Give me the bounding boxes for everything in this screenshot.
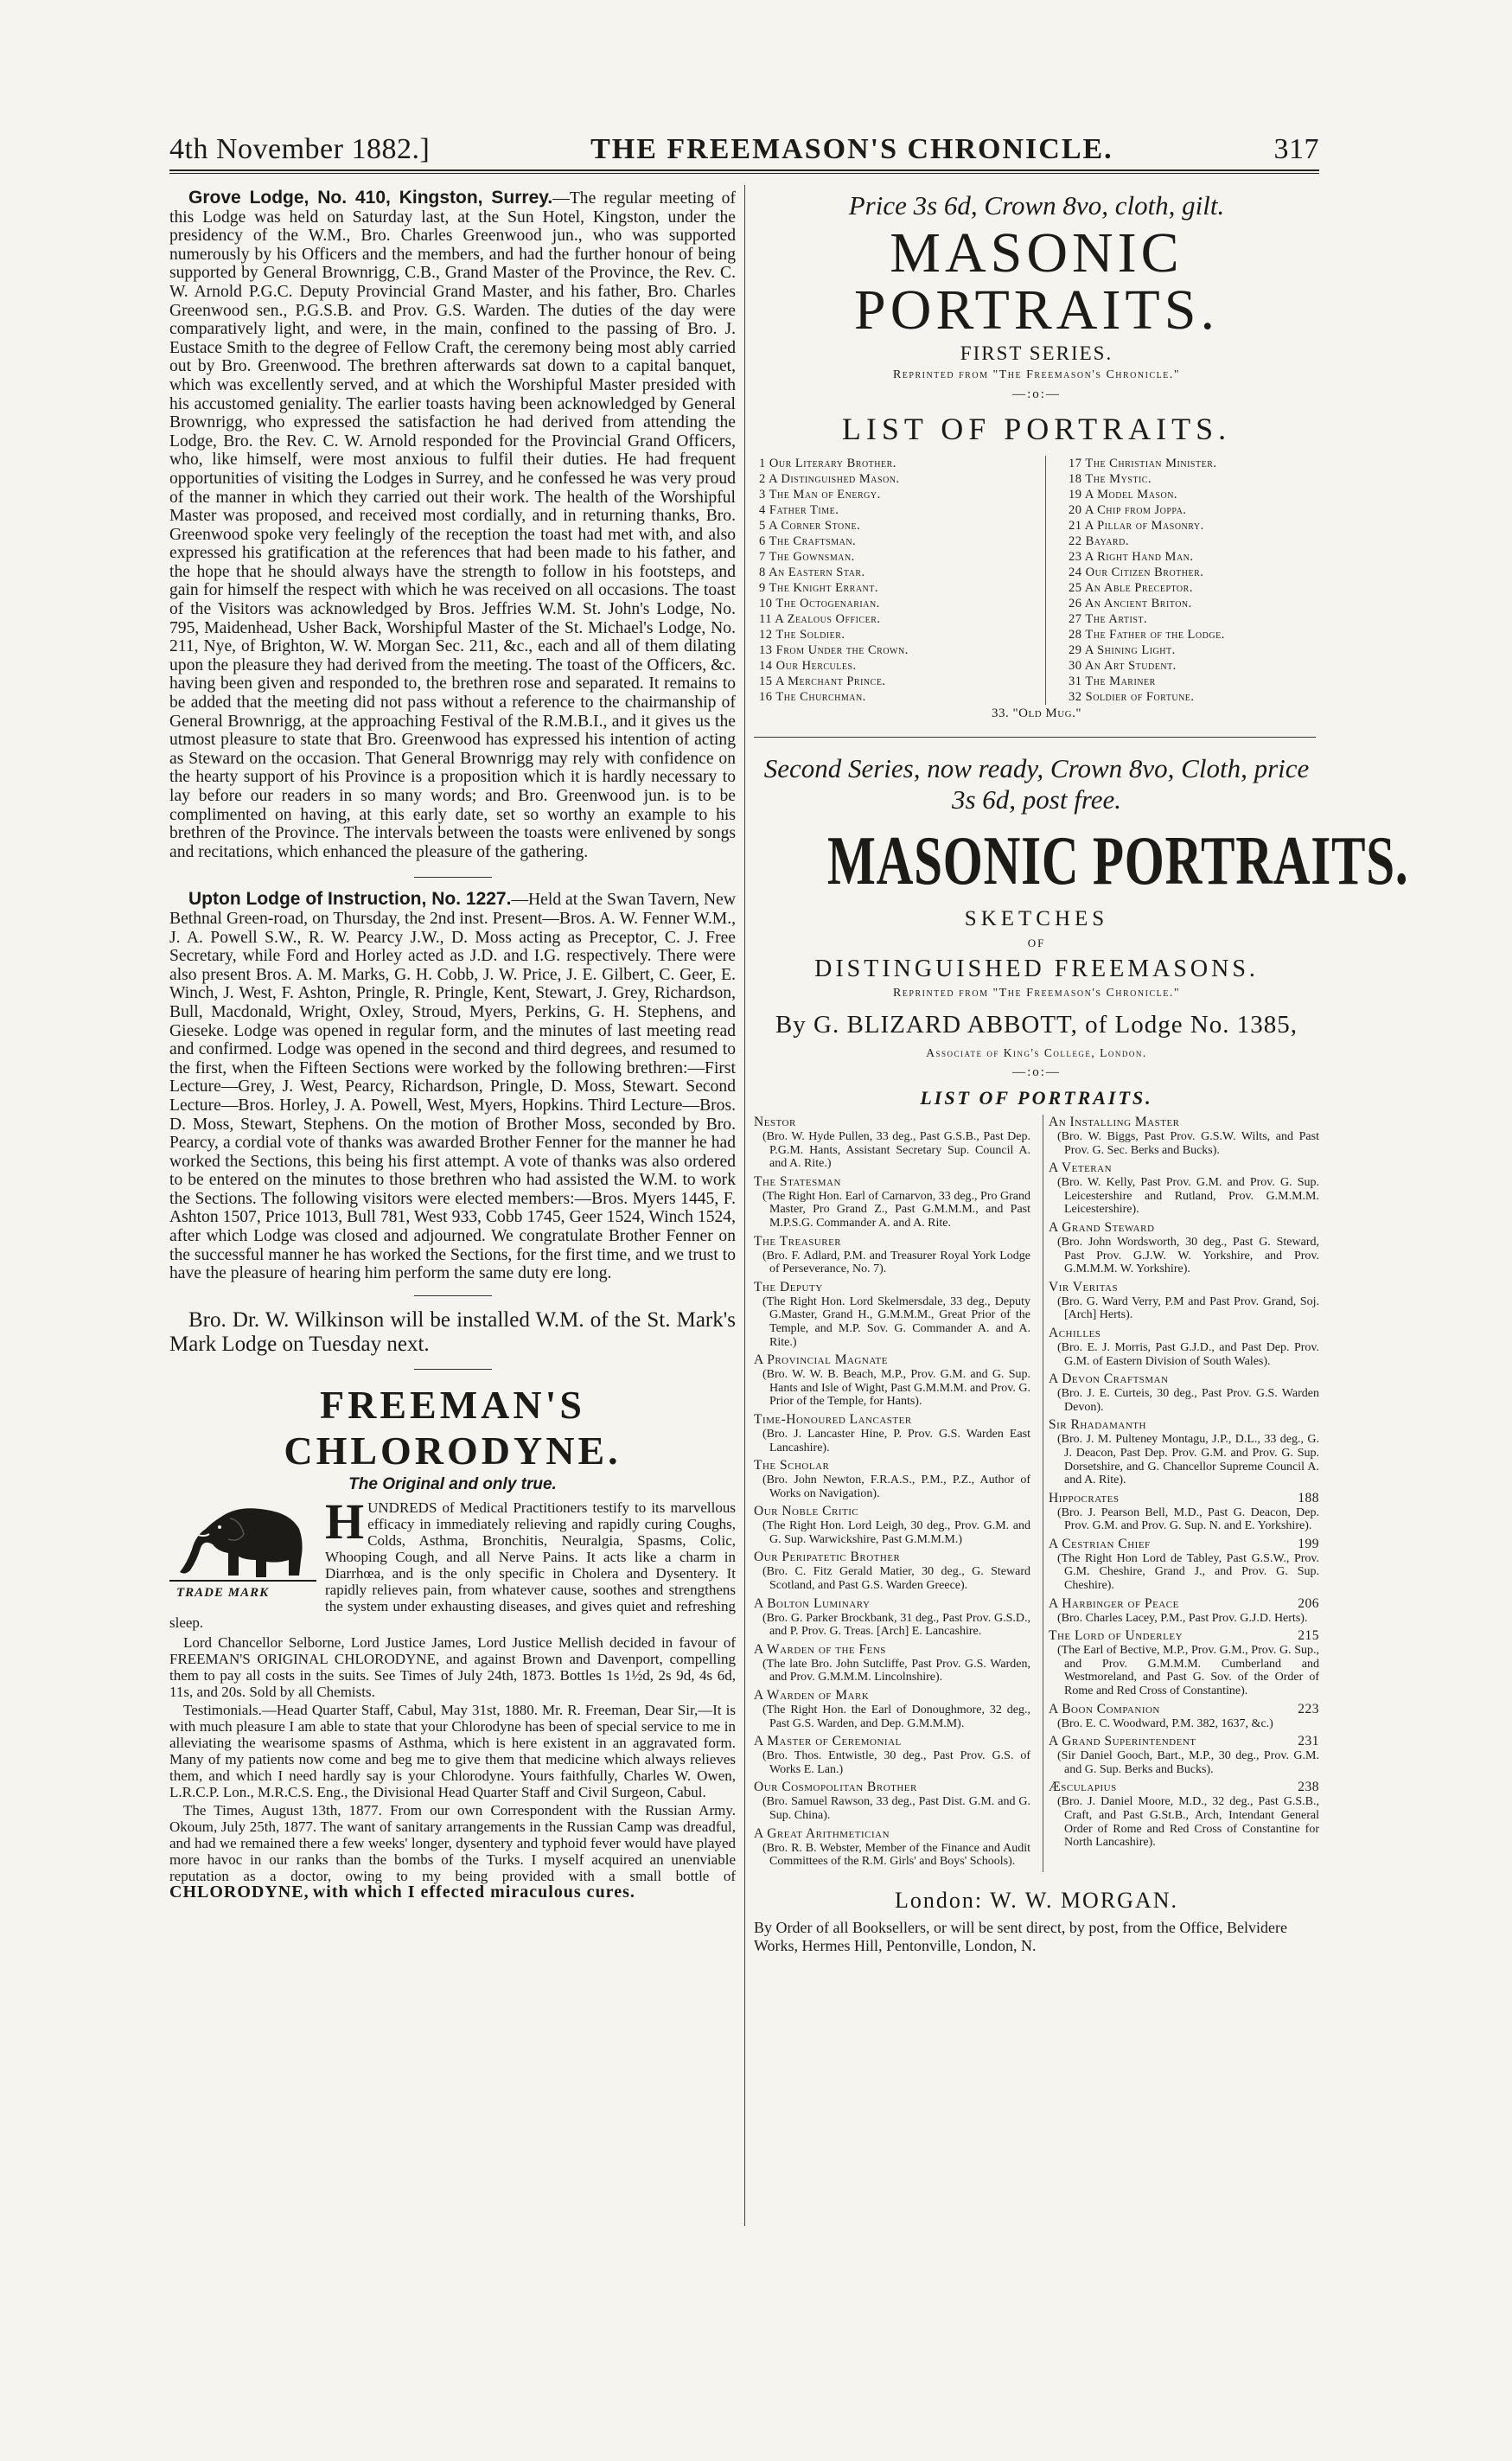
portrait-entry-title: A Grand Steward <box>1049 1219 1155 1235</box>
portrait-list-item: 11 A Zealous Officer. <box>759 612 881 626</box>
right-column <box>754 189 1409 1955</box>
portrait-entry-title: Time-Honoured Lancaster <box>754 1411 912 1427</box>
publisher-line: London: W. W. MORGAN. <box>894 1887 1179 1913</box>
portrait-entry-description: (Bro. W. Kelly, Past Prov. G.M. and Prov. G. Sup. Leicestershire and Rutland, Prov. G.M.M.M. Leicestershire). <box>1057 1176 1319 1217</box>
portrait-entry-heading <box>754 1642 1030 1658</box>
second-series-list-right <box>1043 1115 1319 1872</box>
first-series-advert <box>754 190 1319 721</box>
portrait-entry-title: The Scholar <box>754 1458 830 1473</box>
portrait-entry-title: A Harbinger of Peace <box>1049 1595 1179 1611</box>
article-separator <box>414 1369 492 1370</box>
portrait-entry-title: A Master of Ceremonial <box>754 1734 902 1749</box>
portrait-entry-page: 199 <box>1298 1536 1319 1551</box>
portrait-entry-heading <box>754 1734 1030 1749</box>
issue-date: 4th November 1882.] <box>169 133 431 165</box>
chlorodyne-legal: Lord Chancellor Selborne, Lord Justice James, Lord Justice Mellish decided in favour of FREEMAN'S ORIGINAL CHLORODYNE, and against Brown and Davenport, compelling them to pay all costs in the suits. See Times of July 24th, 1873. Bottles 1s 1½d, 2s 9d, 4s 6d, 11s, and 20s. Sold by all Chemists. <box>169 1633 736 1700</box>
article-separator <box>414 1295 492 1296</box>
first-series-title: MASONIC PORTRAITS. <box>854 221 1219 342</box>
portrait-entry-description: (Bro. W. Hyde Pullen, 33 deg., Past G.S.B., Past Dep. P.G.M. Hants, Assistant Secretary Sup. Council A. and A. Rite.) <box>762 1130 1030 1171</box>
portrait-list-item: 13 From Under the Crown. <box>759 643 909 657</box>
upton-lodge-article <box>169 890 736 1282</box>
chlorodyne-brand: CHLORODYNE, <box>169 1882 309 1902</box>
portrait-entry-title: The Deputy <box>754 1279 823 1294</box>
portrait-entry <box>1049 1220 1319 1276</box>
elephant-trade-mark <box>169 1499 316 1601</box>
portrait-entry-heading <box>1049 1734 1319 1749</box>
chlorodyne-closing: with which I effected miraculous cures. <box>312 1882 635 1902</box>
portrait-entry-description: (Bro. Thos. Entwistle, 30 deg., Past Prov. G.S. of Works E. Lan.) <box>762 1749 1030 1776</box>
portrait-list-item: 1 Our Literary Brother. <box>759 457 896 470</box>
portrait-entry <box>754 1280 1030 1349</box>
portrait-entry-description: (Bro. C. Fitz Gerald Matier, 30 deg., G. Steward Scotland, and Past G.S. Warden Greece). <box>762 1565 1030 1593</box>
portrait-entry <box>754 1688 1030 1730</box>
first-series-separator: —:o:— <box>1012 387 1061 401</box>
portrait-entry <box>754 1780 1030 1822</box>
header-rule <box>169 169 1319 171</box>
second-series-title: MASONIC PORTRAITS. <box>827 823 1409 899</box>
portrait-entry-description: (Bro. Samuel Rawson, 33 deg., Past Dist. G.M. and G. Sup. China). <box>762 1795 1030 1822</box>
second-series-list-left <box>754 1115 1030 1872</box>
portrait-entry-heading <box>1049 1371 1319 1387</box>
portrait-list-item: 3 The Man of Energy. <box>759 488 881 502</box>
portrait-entry <box>1049 1371 1319 1414</box>
portrait-list-item: 7 The Gownsman. <box>759 550 855 564</box>
portrait-list-item: 4 Father Time. <box>759 503 839 517</box>
first-series-list-left <box>754 456 1028 705</box>
portrait-entry-description: (The late Bro. John Sutcliffe, Past Prov. G.S. Warden, and Prov. G.M.M.M. Lincolnshire). <box>762 1657 1030 1684</box>
grove-lodge-body: —The regular meeting of this Lodge was held on Saturday last, at the Sun Hotel, Kingston, under the presidency of the W.M., Bro. Charles Greenwood jun., who was supported numerously by his Officers and the members, and had the further honour of being supported by General Brownrigg, C.B., Grand Master of the Province, the Rev. C. W. Arnold P.G.C. Deputy Provincial Grand Master, and his father, Bro. Charles Greenwood sen., P.G.S.B. and Prov. G.S. Warden. The duties of the day were comparatively light, and were, in the main, confined to the passing of Bro. J. Eustace Smith to the degree of Fellow Craft, the ceremony being most ably carried out by Bro. Greenwood. The brethren afterwards sat down to a capital banquet, which was excellently served, and at which the Worshipful Master presided with his accustomed geniality. The earlier toasts having been acknowledged by General Brownrigg, who expressed the satisfaction he had derived from attending the Lodge, Bro. the Rev. C. W. Arnold responded for the Provincial Grand Officers, who, like himself, were most anxious to fulfil their duties. He had frequent opportunities of visiting the Lodges in Surrey, and he confessed he was very proud of the manner in which they carried out their work. The health of the Worshipful Master was proposed, and received most cordially, and in returning thanks, Bro. Greenwood spoke very feelingly of the reception the toast had met with, and also expressed his gratification at the references that had been made to his father, and the hope that he should always have the strength to follow in his footsteps, and gain for himself the respect with which he was received on all occasions. The toast of the Visitors was acknowledged by Bros. Jeffries W.M. St. John's Lodge, No. 795, Maidenhead, Usher Back, Worshipful Master of the St. Michael's Lodge, No. 211, Nye, of Brighton, W. W. Morgan Sec. 211, &c., each and all of them dilating upon the pleasure they had derived from the meeting. The toast of the Officers, &c. having been given and responded to, the brethren rose and separated. It remains to be added that the meeting did not pass without a reference to the chairmanship of General Brownrigg, at the approaching Festival of the R.M.B.I., and it gives us the utmost pleasure to state that Bro. Greenwood has expressed his intention of acting as Steward on the occasion. That General Brownrigg may rely with confidence on the hearty support of his Province is a proposition which it is hardly necessary to lay before our readers in so many words; and Bro. Greenwood jun. is to be complimented on having, at this early date, set so worthy an example to his brethren of the Province. The intervals between the toasts were enlivened by songs and recitations, which enhanced the pleasure of the gathering. <box>169 189 736 861</box>
portrait-entry-heading <box>754 1234 1030 1250</box>
portrait-list-item: 17 The Christian Minister. <box>1069 457 1217 470</box>
portrait-entry <box>1049 1491 1319 1533</box>
portrait-list-item: 19 A Model Mason. <box>1069 488 1178 502</box>
portrait-entry-page: 238 <box>1298 1780 1319 1795</box>
second-series-list-heading: LIST OF PORTRAITS. <box>920 1087 1153 1109</box>
portrait-entry-title: Our Peripatetic Brother <box>754 1550 901 1565</box>
portrait-entry-description: (The Earl of Bective, M.P., Prov. G.M., Prov. G. Sup., and Prov. G.M.M.M. Cumberland and Westmoreland, and Past G. Sov. of the Order of Rome and Red Cross of Constantine). <box>1057 1644 1319 1698</box>
portrait-entry-title: Æsculapius <box>1049 1780 1117 1795</box>
first-series-list-heading: LIST OF PORTRAITS. <box>841 412 1232 446</box>
portrait-entry-description: (The Right Hon. Earl of Carnarvon, 33 deg., Pro Grand Master, Pro Grand Z., Past G.M.M.M., and Past M.P.S.G. Commander A. and A. Rite. <box>762 1189 1030 1230</box>
chlorodyne-subtitle: The Original and only true. <box>348 1474 557 1493</box>
portrait-entry <box>1049 1702 1319 1731</box>
portrait-list-item: 25 An Able Preceptor. <box>1069 581 1193 595</box>
portrait-list-item: 2 A Distinguished Mason. <box>759 472 900 486</box>
first-series-price: Price 3s 6d, Crown 8vo, cloth, gilt. <box>848 190 1225 221</box>
portrait-list-item: 20 A Chip from Joppa. <box>1069 503 1187 517</box>
portrait-entry-heading <box>1049 1220 1319 1236</box>
portrait-entry-title: Sir Rhadamanth <box>1049 1417 1146 1433</box>
portrait-entry-title: Vir Veritas <box>1049 1279 1119 1294</box>
second-series-advert <box>754 753 1409 1955</box>
chlorodyne-intro <box>169 1493 736 1631</box>
portrait-entry-title: A Veteran <box>1049 1160 1113 1176</box>
portrait-entry-description: (Bro. G. Ward Verry, P.M and Past Prov. Grand, Soj.[Arch] Herts). <box>1057 1294 1319 1322</box>
portrait-entry <box>1049 1160 1319 1217</box>
portrait-entry-title: A Devon Craftsman <box>1049 1371 1169 1387</box>
left-column <box>169 189 736 1901</box>
second-series-separator: —:o:— <box>1012 1065 1061 1079</box>
portrait-entry-title: A Warden of the Fens <box>754 1641 886 1657</box>
grove-lodge-article <box>169 189 736 861</box>
portrait-entry-title: A Boon Companion <box>1049 1701 1160 1716</box>
portrait-entry-heading <box>754 1826 1030 1842</box>
first-series-list-right <box>1045 456 1319 705</box>
portrait-list-item: 18 The Mystic. <box>1069 472 1152 486</box>
portrait-entry-description: (Sir Daniel Gooch, Bart., M.P., 30 deg., Prov. G.M. and G. Sup. Berks and Bucks). <box>1057 1749 1319 1776</box>
portrait-entry <box>754 1115 1030 1171</box>
portrait-entry-heading <box>1049 1280 1319 1295</box>
portrait-entry <box>754 1642 1030 1684</box>
second-series-note: Second Series, now ready, Crown 8vo, Cloth, price 3s 6d, post free. <box>763 753 1310 815</box>
order-note: By Order of all Booksellers, or will be sent direct, by post, from the Office, Belvidere Works, Hermes Hill, Pentonville, London, N. <box>754 1918 1288 1954</box>
portrait-entry-description: (Bro. E. C. Woodward, P.M. 382, 1637, &c.) <box>1057 1716 1273 1730</box>
portrait-entry-title: An Installing Master <box>1049 1115 1180 1129</box>
wilkinson-notice: Bro. Dr. W. Wilkinson will be installed W.M. of the St. Mark's Mark Lodge on Tuesday next. <box>169 1307 736 1356</box>
portrait-entry-heading <box>754 1458 1030 1473</box>
portrait-entry-heading <box>754 1688 1030 1704</box>
portrait-entry-heading <box>1049 1160 1319 1176</box>
portrait-list-item: 16 The Churchman. <box>759 690 866 704</box>
chlorodyne-title: FREEMAN'S CHLORODYNE. <box>284 1382 622 1473</box>
first-series-list <box>754 456 1319 705</box>
portrait-entry <box>754 1174 1030 1230</box>
portrait-entry-heading <box>754 1504 1030 1519</box>
portrait-list-item: 30 An Art Student. <box>1069 659 1177 673</box>
upton-lodge-heading: Upton Lodge of Instruction, No. 1227. <box>188 889 512 910</box>
portrait-entry-page: 223 <box>1298 1701 1319 1716</box>
portrait-list-item: 21 A Pillar of Masonry. <box>1069 519 1204 533</box>
portrait-entry-description: (Bro. W. W. B. Beach, M.P., Prov. G.M. and G. Sup. Hants and Isle of Wight, Past G.M.M.M. and Prov. G. Prior of the Temple, for Hants). <box>762 1368 1030 1409</box>
second-series-list <box>754 1115 1319 1872</box>
portrait-entry-title: Nestor <box>754 1115 796 1129</box>
portrait-entry-title: Hippocrates <box>1049 1490 1120 1505</box>
portrait-entry-description: (Bro. J. Lancaster Hine, P. Prov. G.S. Warden East Lancashire). <box>762 1427 1030 1454</box>
portrait-entry <box>1049 1596 1319 1626</box>
portrait-list-item: 27 The Artist. <box>1069 612 1148 626</box>
portrait-list-item: 15 A Merchant Prince. <box>759 674 886 688</box>
portrait-entry-title: The Lord of Underley <box>1049 1628 1183 1644</box>
portrait-entry-title: A Bolton Luminary <box>754 1595 871 1611</box>
portrait-list-item: 6 The Craftsman. <box>759 534 857 548</box>
second-series-subject: DISTINGUISHED FREEMASONS. <box>814 956 1259 982</box>
portrait-entry-description: (Bro. G. Parker Brockbank, 31 deg., Past Prov. G.S.D., and P. Prov. G. Treas. [Arch] E. Lancashire. <box>762 1611 1030 1639</box>
portrait-entry <box>754 1734 1030 1776</box>
portrait-entry-heading <box>754 1780 1030 1795</box>
chlorodyne-times <box>169 1802 736 1901</box>
portrait-entry-heading <box>754 1174 1030 1190</box>
column-divider <box>744 185 745 2226</box>
portrait-entry <box>1049 1115 1319 1157</box>
portrait-entry <box>754 1504 1030 1546</box>
portrait-entry-heading <box>1049 1780 1319 1795</box>
portrait-entry-description: (The Right Hon. Lord Leigh, 30 deg., Prov. G.M. and G. Sup. Warwickshire, Past G.M.M.M.) <box>762 1519 1030 1546</box>
elephant-icon <box>169 1499 316 1586</box>
portrait-entry-description: (The Right Hon. the Earl of Donoughmore, 32 deg., Past G.S. Warden, and Dep. G.M.M.M). <box>762 1704 1030 1730</box>
portrait-entry-description: (Bro. Charles Lacey, P.M., Past Prov. G.J.D. Herts). <box>1057 1611 1308 1625</box>
portrait-list-item: 24 Our Citizen Brother. <box>1069 566 1204 579</box>
portrait-entry-description: (Bro. E. J. Morris, Past G.J.D., and Past Dep. Prov. G.M. of Eastern Division of South Wales). <box>1057 1340 1319 1368</box>
portrait-entry-heading <box>754 1115 1030 1130</box>
portrait-entry-heading <box>754 1550 1030 1565</box>
header-rule-thin <box>169 173 1319 174</box>
portrait-entry-heading <box>1049 1702 1319 1717</box>
second-series-sketches: SKETCHES <box>964 907 1109 930</box>
portrait-entry <box>1049 1326 1319 1368</box>
portrait-entry <box>754 1550 1030 1592</box>
second-series-of: OF <box>1027 936 1046 949</box>
portrait-entry-page: 231 <box>1298 1734 1319 1749</box>
chlorodyne-advert <box>169 1382 736 1901</box>
article-separator <box>414 877 492 878</box>
first-series-reprinted: Reprinted from "The Freemason's Chronicle." <box>892 368 1181 381</box>
portrait-list-item: 31 The Mariner <box>1069 674 1156 688</box>
portrait-list-item: 5 A Corner Stone. <box>759 519 861 533</box>
portrait-list-item: 14 Our Hercules. <box>759 659 857 673</box>
second-series-reprinted: Reprinted from "The Freemason's Chronicle." <box>892 987 1181 1000</box>
portrait-entry-description: (Bro. J. Daniel Moore, M.D., 32 deg., Past G.S.B., Craft, and Past G.St.B., Arch, Intendant General Order of Rome and Red Cross of Constantine for North Lancashire). <box>1057 1795 1319 1850</box>
portrait-entry <box>1049 1734 1319 1776</box>
second-series-author-affiliation: Associate of King's College, London. <box>926 1046 1147 1059</box>
portrait-entry <box>1049 1628 1319 1697</box>
portrait-entry-title: A Provincial Magnate <box>754 1352 888 1368</box>
portrait-entry-description: (Bro. W. Biggs, Past Prov. G.S.W. Wilts, and Past Prov. G. Sec. Berks and Bucks). <box>1057 1130 1319 1157</box>
portrait-list-item: 12 The Soldier. <box>759 628 845 642</box>
first-series-last-item: 33. "Old Mug." <box>992 706 1081 720</box>
portrait-entry-description: (The Right Hon. Lord Skelmersdale, 33 deg., Deputy G.Master, Grand H., G.M.M.M., Great Prior of the Temple, and M.P. Sov. G. Commander A. and A. Rite.) <box>762 1294 1030 1349</box>
chlorodyne-body: UNDREDS of Medical Practitioners testify to its marvellous efficacy in immediately relieving and rapidly curing Coughs, Colds, Asthma, Bronchitis, Neuralgia, Spasms, Colic, Whooping Cough, and all Nerve Pains. It acts like a charm in Diarrhœa, and is the only specific in Cholera and Dysentery. It rapidly relieves pain, from whatever cause, soothes and strengthens the system under exhausting diseases, and gives quiet and refreshing sleep. <box>169 1499 736 1631</box>
portrait-entry-page: 206 <box>1298 1595 1319 1611</box>
portrait-entry-description: (Bro. J. M. Pulteney Montagu, J.P., D.L., 33 deg., G. J. Deacon, Past Dep. Prov. G.M. and Prov. G. Sup. Dorsetshire, and G. Chancellor Supreme Council A. and A. Rite). <box>1057 1433 1319 1487</box>
drop-cap: H <box>325 1493 365 1550</box>
portrait-entry <box>1049 1417 1319 1486</box>
portrait-entry <box>1049 1537 1319 1593</box>
portrait-list-item: 29 A Shining Light. <box>1069 643 1176 657</box>
publication-title: THE FREEMASON'S CHRONICLE. <box>590 133 1113 165</box>
portrait-entry-heading <box>754 1412 1030 1428</box>
chlorodyne-times-text: The Times, August 13th, 1877. From our own Correspondent with the Russian Army. Okoum, July 25th, 1877. The want of sanitary arrangements in the Russian Camp was dreadful, and had we remained there a few weeks' longer, dysentery and typhoid fever would have played more havoc in our ranks than the bombs of the Turks. I myself acquired an unenviable reputation as a doctor, owing to my being provided with a small bottle of <box>169 1801 736 1884</box>
portrait-entry <box>754 1352 1030 1409</box>
running-header <box>169 119 1319 166</box>
grove-lodge-heading: Grove Lodge, No. 410, Kingston, Surrey. <box>188 188 553 208</box>
portrait-entry <box>754 1826 1030 1869</box>
portrait-entry-heading <box>754 1352 1030 1368</box>
page-number: 317 <box>1273 133 1319 165</box>
portrait-list-item: 26 An Ancient Briton. <box>1069 597 1192 610</box>
trade-mark-label: TRADE MARK <box>176 1585 270 1600</box>
portrait-list-item: 23 A Right Hand Man. <box>1069 550 1194 564</box>
portrait-entry-description: (Bro. R. B. Webster, Member of the Finance and Audit Committees of the R.M. Girls' and Boys' Schools). <box>762 1841 1030 1869</box>
portrait-entry-heading <box>1049 1326 1319 1341</box>
portrait-entry-heading <box>754 1280 1030 1295</box>
portrait-entry <box>1049 1780 1319 1849</box>
portrait-entry-description: (Bro. John Newton, F.R.A.S., P.M., P.Z., Author of Works on Navigation). <box>762 1473 1030 1500</box>
portrait-list-item: 32 Soldier of Fortune. <box>1069 690 1195 704</box>
upton-lodge-body: —Held at the Swan Tavern, New Bethnal Green-road, on Thursday, the 2nd inst. Present—Bros. A. W. Fenner W.M., J. A. Powell S.W., R. W. Pearcy J.W., D. Moss acting as Preceptor, C. J. Free Secretary, while Ford and Horley acted as J.D. and I.G. respectively. There were also present Bros. A. M. Marks, G. H. Cobb, J. W. Price, J. E. Gilbert, C. Geer, E. Winch, J. West, F. Ashton, Pringle, R. Pringle, Kent, Stewart, J. Grey, Richardson, Bull, Macdonald, Wright, Oxley, Stroud, Myers, Perkins, G. H. Stephens, and Gieseke. Lodge was opened in regular form, and the minutes of last meeting read and confirmed. Lodge was opened in the second and third degrees, and resumed to the first, when the Fifteen Sections were worked by the following brethren:—First Lecture—Grey, J. West, Pearcy, Richardson, Pringle, D. Moss, Stewart. Second Lecture—Bros. Horley, J. A. Powell, West, Myers, Hopkins. Third Lecture—Bros. D. Moss, Stewart, Stephens. On the motion of Brother Moss, seconded by Bro. Pearcy, a cordial vote of thanks was awarded Brother Fenner for the manner he had worked the Sections, this being his first attempt. A vote of thanks was also ordered to be entered on the minutes to those brethren who had assisted the W.M. to work the Sections. The following visitors were elected members:—Bros. Myers 1445, F. Ashton 1507, Price 1013, Bull 781, West 933, Cobb 1745, Geer 1524, Winch 1524, after which Lodge was closed and adjourned. We congratulate Brother Fenner on the successful manner he has worked the Sections, for the first time, and we trust to have the pleasure of hearing him perform the same duty ere long. <box>169 891 736 1283</box>
portrait-entry-heading <box>1049 1596 1319 1612</box>
portrait-list-item: 8 An Eastern Star. <box>759 566 865 579</box>
portrait-entry-description: (Bro. J. Pearson Bell, M.D., Past G. Deacon, Dep. Prov. G.M. and Prov. G. Sup. N. and E. Yorkshire). <box>1057 1505 1319 1533</box>
portrait-entry-heading <box>1049 1628 1319 1644</box>
portrait-entry-heading <box>1049 1491 1319 1506</box>
portrait-entry-heading <box>1049 1417 1319 1433</box>
portrait-list-item: 10 The Octogenarian. <box>759 597 880 610</box>
portrait-entry-description: (Bro. F. Adlard, P.M. and Treasurer Royal York Lodge of Perseverance, No. 7). <box>762 1249 1030 1276</box>
portrait-entry-page: 215 <box>1298 1628 1319 1644</box>
portrait-entry-heading <box>1049 1537 1319 1552</box>
portrait-entry <box>754 1234 1030 1276</box>
portrait-entry <box>754 1596 1030 1639</box>
second-series-author: By G. BLIZARD ABBOTT, of Lodge No. 1385, <box>775 1011 1298 1039</box>
portrait-entry <box>754 1458 1030 1500</box>
portrait-entry-title: A Warden of Mark <box>754 1688 870 1704</box>
portrait-entry-title: A Grand Superintendent <box>1049 1734 1196 1749</box>
chlorodyne-testimonial: Testimonials.—Head Quarter Staff, Cabul, May 31st, 1880. Mr. R. Freeman, Dear Sir,—It is with much pleasure I am able to state that your Chlorodyne has been of special service to me in alleviating the wearisome spasms of Asthma, which is here existent in an aggravated form. Many of my patients now come and beg me to give them that medicine which always relieves them, and which I need hardly say is your Chlorodyne. Yours faithfully, Charles W. Owen, L.R.C.P. Lon., M.R.C.S. Eng., the Divisional Head Quarter Staff and Civil Surgeon, Cabul. <box>169 1701 736 1800</box>
portrait-entry <box>1049 1280 1319 1322</box>
portrait-entry-title: A Great Arithmetician <box>754 1825 890 1841</box>
portrait-entry-heading <box>1049 1115 1319 1130</box>
portrait-entry-description: (Bro. J. E. Curteis, 30 deg., Past Prov. G.S. Warden Devon). <box>1057 1387 1319 1414</box>
portrait-entry-title: A Cestrian Chief <box>1049 1536 1151 1551</box>
portrait-entry-title: Achilles <box>1049 1325 1101 1340</box>
portrait-entry-title: The Statesman <box>754 1173 841 1189</box>
portrait-entry-title: Our Noble Critic <box>754 1504 859 1519</box>
portrait-entry-description: (Bro. John Wordsworth, 30 deg., Past G. Steward, Past Prov. G.J.W. W. Yorkshire, and Prov. G.M.M.M. W. Yorkshire). <box>1057 1235 1319 1276</box>
portrait-entry-title: The Treasurer <box>754 1233 842 1249</box>
first-series-label: FIRST SERIES. <box>960 342 1113 364</box>
portrait-entry-heading <box>754 1596 1030 1612</box>
portrait-list-item: 22 Bayard. <box>1069 534 1129 548</box>
portrait-entry <box>754 1412 1030 1454</box>
portrait-list-item: 9 The Knight Errant. <box>759 581 878 595</box>
portrait-entry-description: (The Right Hon Lord de Tabley, Past G.S.W., Prov. G.M. Cheshire, Grand J., and Prov. G. Sup. Cheshire). <box>1057 1551 1319 1593</box>
portrait-entry-page: 188 <box>1298 1490 1319 1505</box>
portrait-list-item: 28 The Father of the Lodge. <box>1069 628 1225 642</box>
advert-separator <box>754 737 1316 738</box>
portrait-entry-title: Our Cosmopolitan Brother <box>754 1780 917 1795</box>
